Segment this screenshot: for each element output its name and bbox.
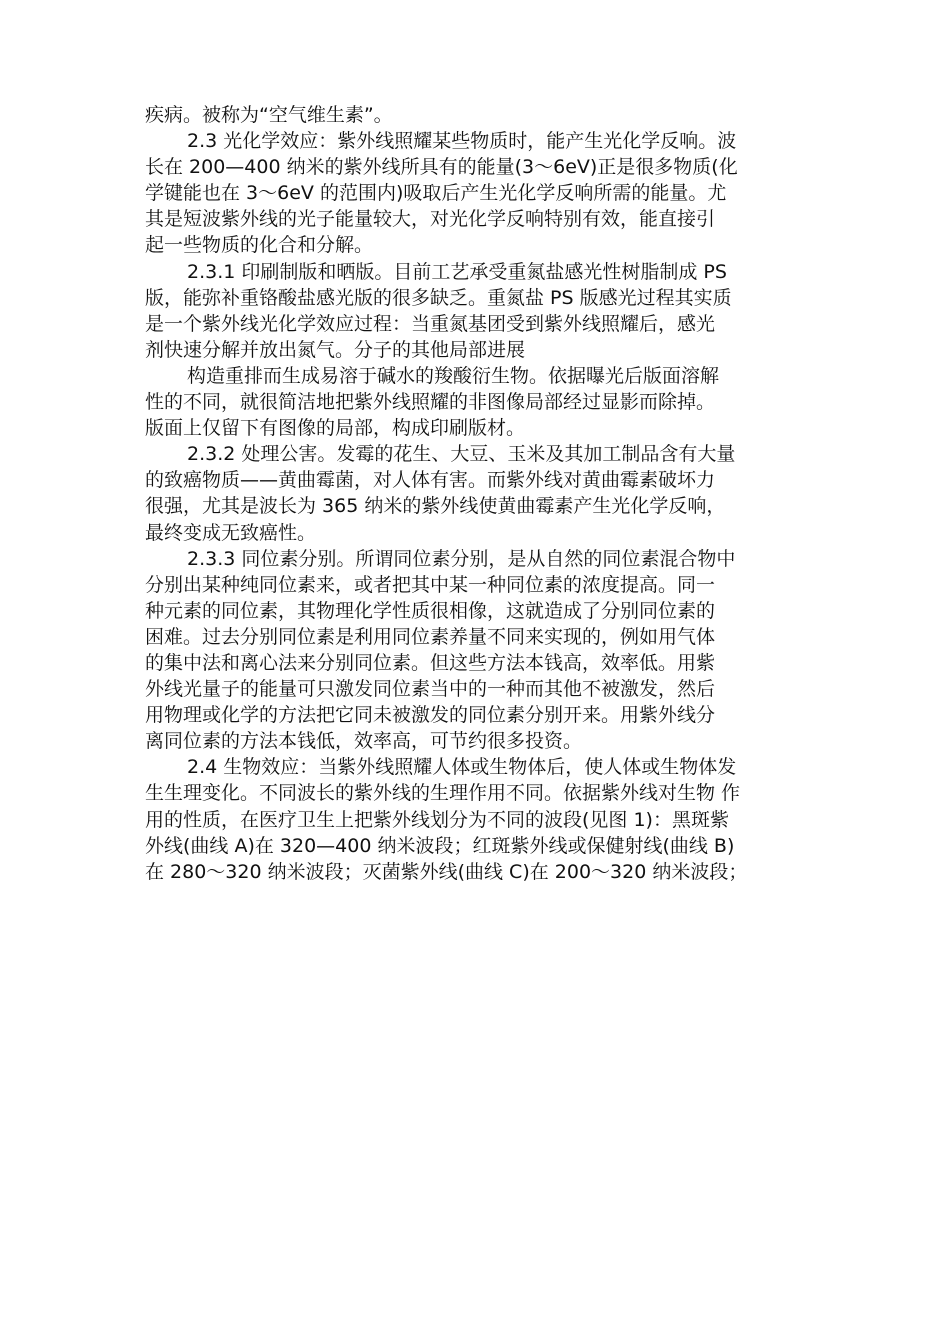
text-line: 外线(曲线 A)在 320—400 纳米波段；红斑紫外线或保健射线(曲线 B) [145,834,735,857]
paragraph-section-2-4 [145,754,810,884]
text-line: 构造重排而生成易溶于碱水的羧酸衍生物。依据曝光后版面溶解 [187,364,720,387]
paragraph-section-2-3-2 [145,441,810,545]
paragraph-section-2-3 [145,128,810,258]
text-line: 离同位素的方法本钱低，效率高，可节约很多投资。 [145,730,583,753]
text-line: 2.3.1 印刷制版和晒版。目前工艺承受重氮盐感光性树脂制成 PS [187,260,727,283]
text-line: 性的不同，就很简洁地把紫外线照耀的非图像局部经过显影而除掉。 [145,391,716,414]
text-line: 很强，尤其是波长为 365 纳米的紫外线使黄曲霉素产生光化学反响， [145,495,726,518]
text-line: 的集中法和离心法来分别同位素。但这些方法本钱高，效率低。用紫 [145,651,716,674]
text-line: 种元素的同位素，其物理化学性质很相像，这就造成了分别同位素的 [145,599,716,622]
paragraph-section-2-3-1-continued [145,363,810,441]
text-line: 2.3.2 处理公害。发霉的花生、大豆、玉米及其加工制品含有大量 [187,443,736,466]
paragraph-section-2-3-3 [145,546,810,755]
text-line: 困难。过去分别同位素是利用同位素养量不同来实现的，例如用气体 [145,625,716,648]
text-line: 2.3 光化学效应：紫外线照耀某些物质时，能产生光化学反响。波 [187,130,737,153]
text-line: 最终变成无致癌性。 [145,521,317,544]
text-line: 版，能弥补重铬酸盐感光版的很多缺乏。重氮盐 PS 版感光过程其实质 [145,286,732,309]
text-line: 2.4 生物效应：当紫外线照耀人体或生物体后，使人体或生物体发 [187,756,737,779]
text-line: 用的性质，在医疗卫生上把紫外线划分为不同的波段(见图 1)：黑斑紫 [145,808,729,831]
document-body [145,102,810,885]
text-line: 用物理或化学的方法把它同未被激发的同位素分别开来。用紫外线分 [145,704,716,727]
text-line: 长在 200—400 纳米的紫外线所具有的能量(3～6eV)正是很多物质(化 [145,156,738,179]
text-line: 是一个紫外线光化学效应过程：当重氮基团受到紫外线照耀后，感光 [145,312,716,335]
text-line: 学键能也在 3～6eV 的范围内)吸取后产生光化学反响所需的能量。尤 [145,182,727,205]
text-line: 分别出某种纯同位素来，或者把其中某一种同位素的浓度提高。同一 [145,573,716,596]
text-line: 剂快速分解并放出氮气。分子的其他局部进展 [145,338,526,361]
text-line: 疾病。被称为“空气维生素”。 [145,104,393,126]
paragraph-intro-tail [145,102,810,128]
text-line: 外线光量子的能量可只激发同位素当中的一种而其他不被激发，然后 [145,678,716,701]
paragraph-section-2-3-1 [145,259,810,363]
text-line: 生生理变化。不同波长的紫外线的生理作用不同。依据紫外线对生物 作 [145,782,741,805]
text-line: 起一些物质的化合和分解。 [145,234,374,257]
text-line: 的致癌物质——黄曲霉菌，对人体有害。而紫外线对黄曲霉素破坏力 [145,469,716,492]
text-line: 版面上仅留下有图像的局部，构成印刷版材。 [145,417,526,440]
text-line: 其是短波紫外线的光子能量较大，对光化学反响特别有效，能直接引 [145,208,716,231]
text-line: 在 280～320 纳米波段；灭菌紫外线(曲线 C)在 200～320 纳米波段； [145,860,748,883]
text-line: 2.3.3 同位素分别。所谓同位素分别，是从自然的同位素混合物中 [187,547,736,570]
